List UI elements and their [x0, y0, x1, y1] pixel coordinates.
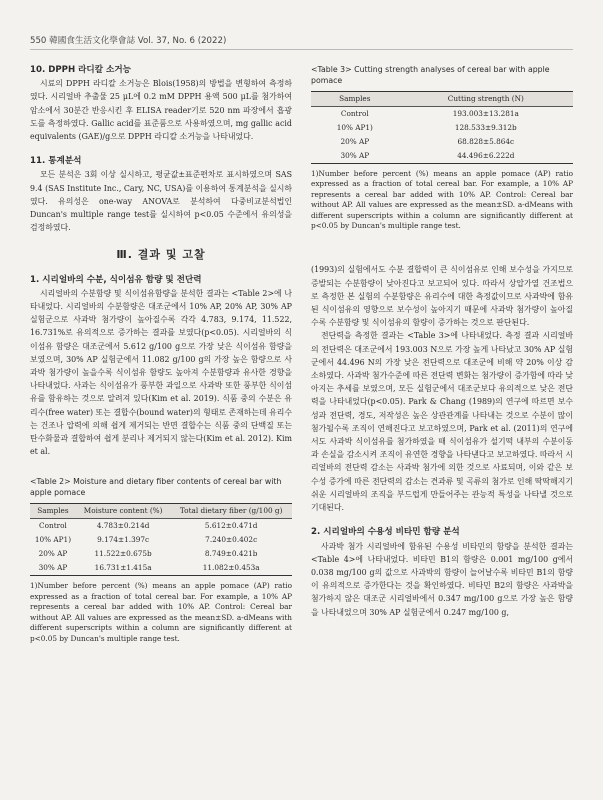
table-3-cell: 10% AP1)	[336, 123, 373, 132]
section-1-body: 시리얼바의 수분함량 및 식이섬유함량을 분석한 결과는 <Table 2>에 나타내었다. 시리얼바의 수분함량은 대조군에서 10% AP, 20% AP, 30% AP 실험군으로 사과박 첨가량이 높아질수록 각각 4.783, 9.174, 11.522, 16.731%로 유의적으로 증가하는 결과를 보였다(p<0.05). 시리얼바의 식이섬유 함량은 대조군에서 5.612 g/100 g으로 가장 낮은 식이섬유 함량을 보였으며, 30% AP 실험군에서 11.082 g/100 g의 가장 높은 함량으로 사과박 첨가량이 높을수록 식이섬유 함량도 높아져 수분함량과 유사한 경향을 나타내었다. 사과는 식이섬유가 풍부한 과일으로 사과박 또한 풍부한 식이섬유를 함유하는 것으로 알려져 있다(Kim et al. 2019). 식품 중의 수분은 유리수(free water) 또는 결합수(bound water)의 형태로 존재하는데 유리수는 건조나 압력에 의해 쉽게 제거되는 반면 결합수는 식품 중의 단백질 또는 탄수화물과 결합하여 쉽게 분리나 제거되지 않는다(Kim et al. 2012). Kim et al.	[30, 288, 292, 457]
chapter-title: Ⅲ. 결과 및 고찰	[116, 248, 206, 262]
table-2-cell: 8.749±0.421b	[204, 549, 258, 559]
left-column	[30, 64, 292, 644]
table-2-cell: 30% AP	[38, 563, 68, 573]
paragraph-continued: (1993)의 실험에서도 수분 결합력이 큰 식이섬유로 인해 보수성을 가지므로 증발되는 수분함량이 낮아진다고 보고되어 있다. 따라서 상압가열 건조법으로 측정한 본 실험의 수분함량은 유리수에 대한 측정값이므로 사과박에 함유된 식이섬유의 영향으로 보수성이 높아지기 때문에 사과박 첨가량이 높아질수록 수분함량 및 식이섬유의 함량이 증가하는 것으로 판단된다.	[311, 265, 573, 328]
table-3-caption: <Table 3> Cutting strength analyses of cereal bar with apple pomace	[311, 65, 550, 85]
section-10-title: 10. DPPH 라디칼 소거능	[30, 65, 131, 75]
table-2-caption: <Table 2> Moisture and dietary fiber contents of cereal bar with apple pomace	[30, 477, 282, 498]
section-10-body: 시료의 DPPH 라디칼 소거능은 Blois(1958)의 방법을 변형하여 측정하였다. 시리얼바 추출물 25 μL에 0.2 mM DPPH 용액 500 μL를 첨가하여 암소에서 30분간 반응시킨 후 ELISA reader기로 520 nm 파장에서 흡광도를 측정하였다. Gallic acid를 표준품으로 사용하였으며, mg gallic acid equivalents (GAE)/g으로 DPPH 라디칼 소거능을 나타내었다.	[30, 79, 292, 142]
table-2-footnote: 1)Number before percent (%) means an apple pomace (AP) ratio expressed as a fraction of total cereal bar. For example, a 10% AP represents a cereal bar added with 10% AP. Control: Cereal bar without AP. All values are expressed as the mean±SD. a-dMeans with different superscripts within a column are significantly different at p<0.05 by Duncan's multiple range test.	[30, 581, 292, 643]
right-column	[311, 64, 573, 619]
table-2-cell: Control	[39, 521, 67, 531]
table-2-cell: 9.174±1.397c	[97, 535, 150, 545]
table-2-cell: 20% AP	[38, 549, 68, 559]
paragraph-cutting-strength: 전단력을 측정한 결과는 <Table 3>에 나타내었다. 측정 결과 시리얼바의 전단력은 대조군에서 193.003 N으로 가장 높게 나타났고 30% AP 실험군에서 44.496 N의 가장 낮은 전단력으로 대조군에 비해 약 20% 이상 감소하였다. 사과박 첨가수준에 따른 전단력 변화는 첨가량이 증가함에 따라 낮아지는 추세를 보였으며, 모든 실험군에서 대조군보다 유의적으로 낮은 전단력을 나타내었다(p<0.05). Park & Chang (1989)의 연구에 따르면 보수성과 전단력, 경도, 저작성은 높은 상관관계를 나타내는 것으로 수분이 많이 첨가될수록 조직이 연해진다고 보고하였으며, Park et al. (2011)의 연구에서도 사과박 식이섬유를 첨가하였을 때 식이섬유가 설기떡 내부의 수분이동과 손실을 감소시켜 조직이 유연한 경향을 나타낸다고 보고하였다. 따라서 시리얼바의 전단력 감소는 사과박 첨가에 의한 것으로 사료되며, 이와 같은 보수성 증가에 따른 전단력의 감소는 견과류 및 곡류의 첨가로 인해 딱딱해지기 쉬운 시리얼바의 조직을 부드럽게 만들어주는 관능적 특성을 나타낼 것으로 기대된다.	[311, 331, 573, 513]
table-2-header-cell: Samples	[30, 504, 76, 519]
table-2-cell: 7.240±0.402c	[205, 535, 258, 545]
table-2-row	[30, 561, 292, 576]
table-2-cell: 4.783±0.214d	[96, 521, 150, 531]
table-3-row	[311, 107, 573, 122]
table-2-cell: 11.522±0.675b	[94, 549, 152, 559]
table-3-cell: 68.828±5.864c	[457, 137, 515, 146]
section-11-body: 모든 분석은 3회 이상 실시하고, 평균값±표준편차로 표시하였으며 SAS 9.4 (SAS Institute Inc., Cary, NC, USA)를 이용하여 통계분석을 실시하였다. 유의성은 one-way ANOVA로 분석하여 다중비교분석법인 Duncan's multiple range test를 실시하여 p<0.05 수준에서 유의성을 검정하였다.	[30, 170, 292, 233]
table-3-cell: 20% AP	[340, 137, 370, 146]
table-2-row	[30, 519, 292, 534]
table-3	[311, 91, 573, 164]
table-2-header-row	[30, 504, 292, 519]
running-header: 550 韓國食生活文化學會誌 Vol. 37, No. 6 (2022)	[30, 36, 227, 46]
table-2-cell: 10% AP1)	[34, 535, 72, 545]
table-3-header-cell: Cutting strength (N)	[399, 92, 573, 107]
table-3-header-cell: Samples	[311, 92, 399, 107]
header-rule	[30, 49, 573, 50]
table-2-cell: 5.612±0.471d	[204, 521, 258, 531]
table-3-row	[311, 149, 573, 164]
table-2-cell: 11.082±0.453a	[202, 563, 260, 573]
table-2-header-cell: Moisture content (%)	[76, 504, 170, 519]
section-2-title: 2. 시리얼바의 수용성 비타민 함량 분석	[311, 527, 460, 538]
table-3-cell: 128.533±9.312b	[454, 123, 517, 132]
table-2-header-cell: Total dietary fiber (g/100 g)	[170, 504, 292, 519]
section-11-title: 11. 통계분석	[30, 156, 82, 167]
paragraph-vitamin: 사과박 첨가 시리얼바에 함유된 수용성 비타민의 함량을 분석한 결과는 <Table 4>에 나타내었다. 비타민 B1의 함량은 0.001 mg/100 g에서 0.038 mg/100 g의 값으로 사과박의 함량이 늘어날수록 비타민 B1의 함량이 유의적으로 증가한다는 것을 확인하였다. 비타민 B2의 함량은 사과박을 첨가하지 않은 대조군 시리얼바에서 0.347 mg/100 g으로 가장 높은 함량을 나타내었으며 30% AP 실험군에서 0.247 mg/100 g,	[311, 541, 573, 617]
table-3-cell: 30% AP	[340, 151, 370, 160]
table-2	[30, 503, 292, 576]
table-2-cell: 16.731±1.415a	[94, 563, 152, 573]
table-3-cell: Control	[340, 109, 369, 118]
table-2-row	[30, 533, 292, 547]
table-3-header-row	[311, 92, 573, 107]
table-3-cell: 193.003±13.281a	[452, 109, 519, 118]
section-1-title: 1. 시리얼바의 수분, 식이섬유 함량 및 전단력	[30, 274, 202, 285]
table-3-row	[311, 121, 573, 135]
table-2-row	[30, 547, 292, 561]
table-3-cell: 44.496±6.222d	[457, 151, 515, 160]
table-3-footnote: 1)Number before percent (%) means an apple pomace (AP) ratio expressed as a fraction of total cereal bar. For example, a 10% AP represents a cereal bar added with 10% AP. Control: Cereal bar without AP. All values are expressed as the mean±SD. a-dMeans with different superscripts within a column are significantly different at p<0.05 by Duncan's multiple range test.	[311, 169, 573, 231]
table-3-row	[311, 135, 573, 149]
